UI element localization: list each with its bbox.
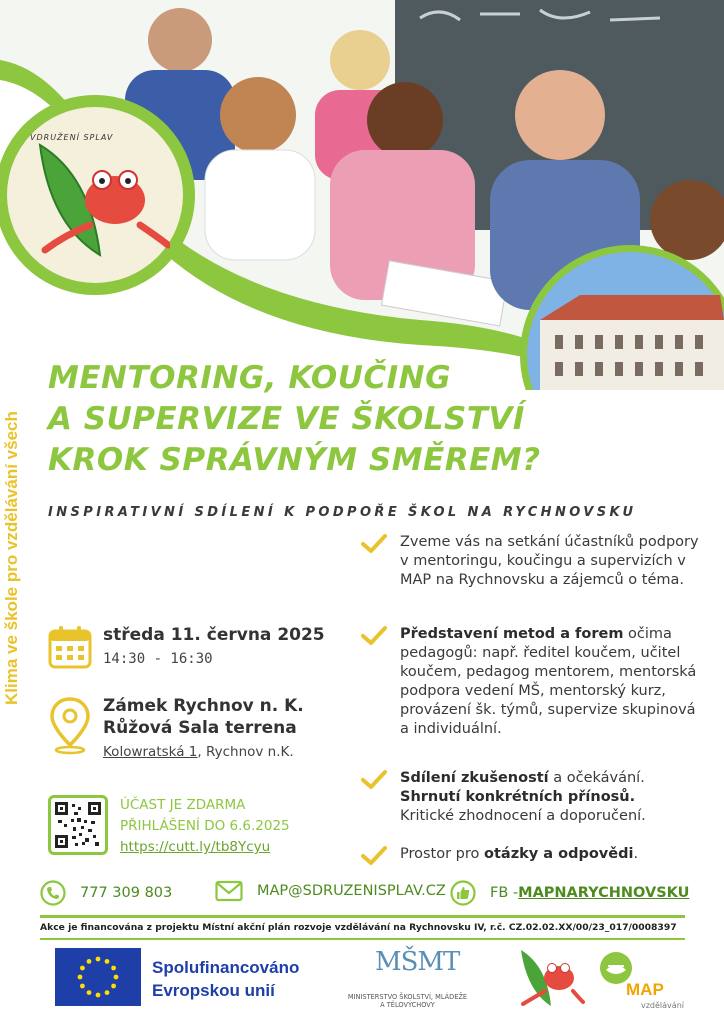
event-time: 14:30 - 16:30 bbox=[103, 651, 213, 667]
list-item-text: Zveme vás na setkání účastníků podpory v mentoringu, koučingu a supervizích v MAP na Rychnovsku a zájemců o téma. bbox=[400, 534, 699, 588]
list-item-text: Prostor pro otázky a odpovědi. bbox=[400, 846, 639, 862]
headline bbox=[48, 358, 548, 481]
checkmark-icon bbox=[360, 533, 388, 555]
splav-small-logo bbox=[515, 946, 585, 1010]
eu-flag-logo bbox=[55, 948, 141, 1006]
msmt-name: MINISTERSTVO ŠKOLSTVÍ, MLÁDEŽE A TĚLOVÝCHOVY bbox=[347, 993, 468, 1009]
registration-deadline: PŘIHLÁŠENÍ DO 6.6.2025 bbox=[120, 818, 290, 834]
fb-prefix: FB - bbox=[490, 885, 519, 901]
funding-note: Akce je financována z projektu Místní akční plán rozvoje vzdělávání na Rychnovsku IV, r.č. CZ.02.02.XX/00/23_017/0008397 bbox=[40, 922, 677, 933]
event-date: středa 11. června 2025 bbox=[103, 625, 325, 645]
registration-link[interactable]: https://cutt.ly/tb8Ycyu bbox=[120, 839, 271, 855]
side-slogan: Klima ve škole pro vzdělávání všech bbox=[2, 411, 21, 705]
msmt-mark: MŠMT bbox=[375, 947, 460, 977]
divider bbox=[40, 915, 685, 918]
calendar-icon bbox=[48, 625, 92, 669]
eu-cofunding-text: Spolufinancováno Evropskou unií bbox=[152, 958, 300, 1000]
headline-line-2: A SUPERVIZE VE ŠKOLSTVÍ bbox=[48, 401, 525, 437]
headline-line-3: KROK SPRÁVNÝM SMĚREM? bbox=[48, 442, 541, 478]
checkmark-icon bbox=[360, 845, 388, 867]
venue-address bbox=[103, 744, 363, 760]
email-address: MAP@SDRUZENISPLAV.CZ bbox=[257, 883, 446, 899]
venue-name: Zámek Rychnov n. K. bbox=[103, 696, 304, 716]
venue-room: Růžová Sala terrena bbox=[103, 718, 297, 738]
qr-code[interactable] bbox=[48, 795, 108, 855]
checkmark-icon bbox=[360, 769, 388, 791]
splav-logo-text: VDRUŽENÍ SPLAV bbox=[30, 133, 114, 142]
map-logo-text: MAP bbox=[626, 980, 664, 999]
tagline: INSPIRATIVNÍ SDÍLENÍ K PODPOŘE ŠKOL NA RYCHNOVSKU bbox=[48, 505, 637, 520]
phone-number: 777 309 803 bbox=[80, 885, 173, 901]
divider bbox=[40, 938, 685, 940]
free-entry-note: ÚČAST JE ZDARMA bbox=[120, 797, 246, 813]
thumbs-up-icon bbox=[450, 880, 476, 906]
address-city: , Rychnov n.K. bbox=[197, 744, 294, 760]
frog-leaf-icon bbox=[20, 135, 170, 265]
checkmark-icon bbox=[360, 625, 388, 647]
msmt-logo bbox=[345, 945, 470, 1013]
splav-logo bbox=[20, 125, 170, 265]
list-item-text: Sdílení zkušeností a očekávání. Shrnutí konkrétních přínosů. Kritické zhodnocení a doporučení. bbox=[400, 770, 646, 824]
qr-code-icon bbox=[55, 802, 101, 848]
email-contact[interactable] bbox=[215, 880, 446, 902]
fb-page-link[interactable]: MAPNARYCHNOVSKU bbox=[518, 885, 690, 901]
map-logo-subtext: vzdělávání bbox=[641, 1001, 684, 1010]
headline-line-1: MENTORING, KOUČING bbox=[48, 360, 452, 396]
facebook-contact[interactable] bbox=[450, 880, 689, 906]
contact-bar bbox=[40, 880, 690, 914]
address-street: Kolowratská 1 bbox=[103, 744, 198, 760]
eu-stars-icon bbox=[55, 948, 141, 1006]
location-pin-icon bbox=[48, 695, 92, 755]
phone-icon bbox=[40, 880, 66, 906]
list-item-text: Představení metod a forem očima pedagogů: např. ředitel koučem, učitel koučem, pedagog mentorem, mentorská podpora vedení MŠ, mentorský kurz, provázení šk. týmů, supervize skupinová a individuální. bbox=[400, 626, 697, 737]
phone-contact[interactable] bbox=[40, 880, 172, 906]
envelope-icon bbox=[215, 880, 243, 902]
